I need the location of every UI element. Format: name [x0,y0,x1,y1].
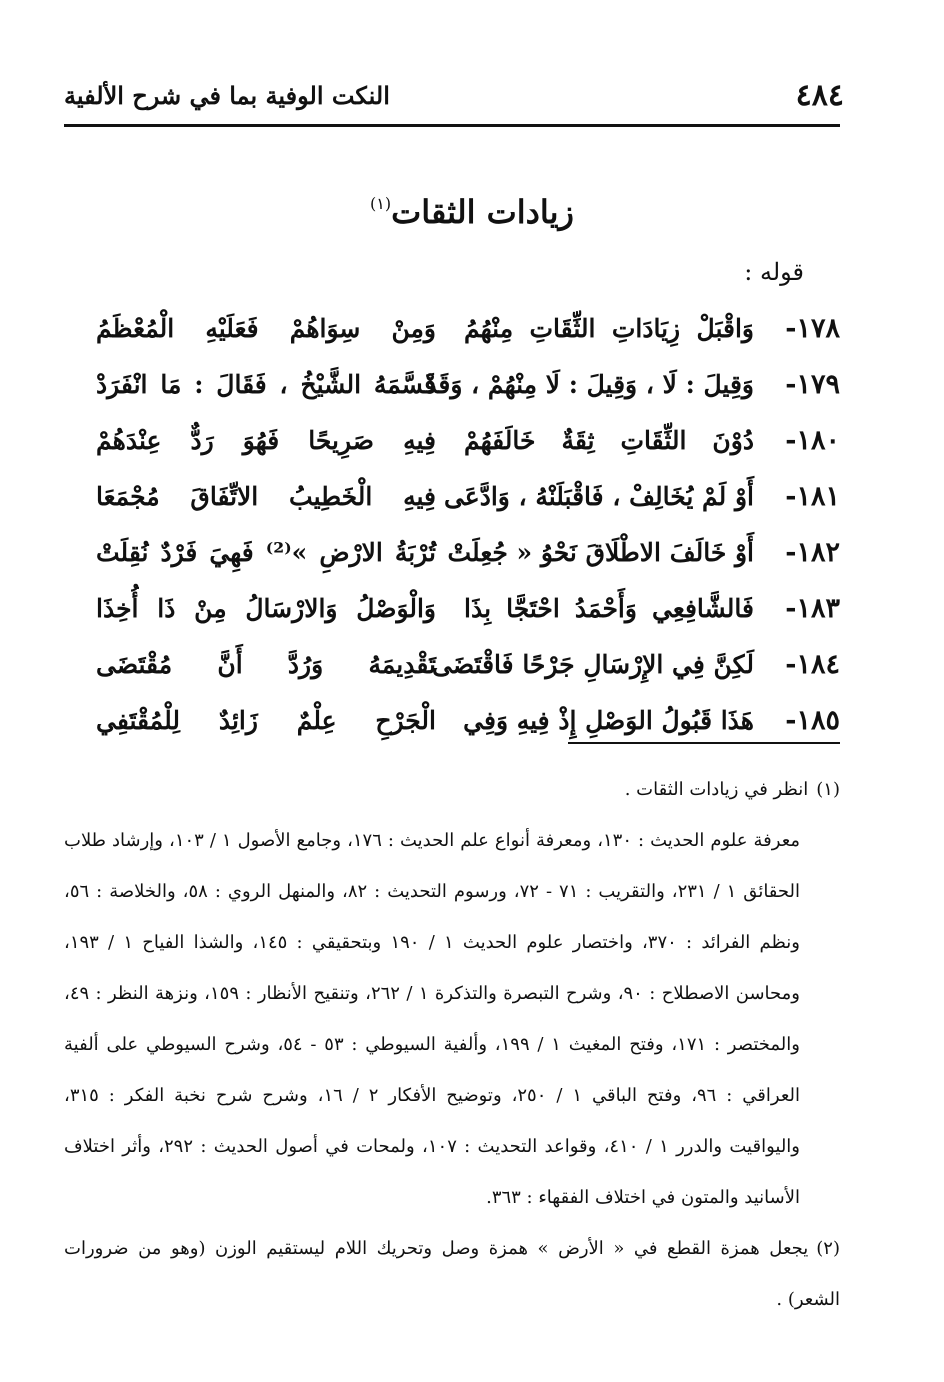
verse-first-hemistich: دُوْنَ الثِّقَاتِ ثِقَةٌ خَالَفَهُمْ [464,425,754,455]
running-head: النكت الوفية بما في شرح الألفية [64,81,390,110]
verse-second-hemistich: وَالْوَصْلُ وَالارْسَالُ مِنْ ذَا أُخِذَا [96,593,436,623]
verse-number: ١٧٨- [785,312,840,344]
verse-second-hemistich: فِيهِ صَرِيحًا فَهُوَ رَدٌّ عِنْدَهُمْ [96,425,436,455]
verse-number: ١٨٠- [785,424,840,456]
verse-number: ١٨٣- [785,592,840,624]
footnote-2 [64,1223,840,1325]
verse-second-hemistich: وَمِنْ سِوَاهُمْ فَعَلَيْهِ الْمُعْظَمُ [96,313,436,343]
verse-184 [96,636,840,692]
verse-first-hemistich: هَذَا قَبُولُ الوَصْلِ إِذْ فِيهِ وَفِي [463,705,754,735]
verse-first-hemistich: وَاقْبَلْ زِيَادَاتِ الثِّقَاتِ مِنْهُمُ [464,313,754,343]
chapter-title-text: زيادات الثقات [391,193,574,231]
verse-first-hemistich: لَكِنَّ فِي الإِرْسَالِ جَرْحًا فَاقْتَضَى [432,649,754,679]
footnote-2-body: يجعل همزة القطع في « الأرض » همزة وصل وتحريك اللام ليستقيم الوزن (وهو من ضرورات الشعر) . [64,1238,840,1310]
chapter-title [0,182,944,234]
verse-180 [96,412,840,468]
verse-182 [96,524,840,580]
intro-text: قوله : [744,258,804,286]
verse-first-hemistich: أَوْ لَمْ يُخَالِفْ ، فَاقْبَلَنْهُ ، وَادَّعَى [443,481,754,511]
verse-number: ١٨٤- [785,648,840,680]
verse-second-hemistich: قَسَّمَهُ الشَّيْخُ ، فَقَالَ : مَا انْفَرَدْ [96,369,436,399]
verse-second-hemistich: الْجَرْحِ عِلْمٌ زَائِدٌ لِلْمُقْتَفِي [96,705,436,735]
footnotes [64,764,840,1325]
verse-178 [96,300,840,356]
verse-block [96,300,840,748]
verse-185 [96,692,840,748]
chapter-footnote-ref: (١) [370,194,392,213]
footnote-1-marker: (١) [816,779,840,800]
footnote-1-heading [64,764,840,815]
verse-first-hemistich: فَالشَّافِعِي وَأَحْمَدُ احْتَجَّا بِذَا [464,593,754,623]
verse-number: ١٨٥- [785,704,840,736]
page-number: ٤٨٤ [795,78,844,113]
verse-second-hemistich: فِيهِ الْخَطِيبُ الاتِّفَاقَ مُجْمَعَا [96,481,436,511]
verse-number: ١٨١- [785,480,840,512]
header-rule [64,124,840,127]
verse-second-hemistich: تَقْدِيمَهُ وَرُدَّ أَنَّ مُقْتَضَى [96,649,436,679]
footnote-rule [568,742,840,744]
footnote-2-marker: (٢) [816,1238,840,1259]
verse-second-hemistich: تُرْبَةُ الارْضِ »⁽²⁾ فَهِيَ فَرْدٌ نُقِلَتْ [96,537,437,567]
verse-181 [96,468,840,524]
verse-first-hemistich: وَقِيلَ : لَا ، وَقِيلَ : لَا مِنْهُمْ ، وَقَدْ [425,369,754,399]
footnote-1-body: معرفة علوم الحديث : ١٣٠، ومعرفة أنواع علم الحديث : ١٧٦، وجامع الأصول ١ / ١٠٣، وإرشاد طلاب الحقائق ١ / ٢٣١، والتقريب : ٧١ - ٧٢، ورسوم التحديث : ٨٢، والمنهل الروي : ٥٨، والخلاصة : ٥٦، ونظم الفرائد : ٣٧٠، واختصار علوم الحديث ١ / ١٩٠ وبتحقيقي : ١٤٥، والشذا الفياح ١ / ١٩٣، ومحاسن الاصطلاح : ٩٠، وشرح التبصرة والتذكرة ١ / ٢٦٢، وتنقيح الأنظار : ١٥٩، ونزهة النظر : ٤٩، والمختصر : ١٧١، وفتح المغيث ١ / ١٩٩، وألفية السيوطي : ٥٣ - ٥٤، وشرح السيوطي على ألفية العراقي : ٩٦، وفتح الباقي ١ / ٢٥٠، وتوضيح الأفكار ٢ / ١٦، وشرح شرح نخبة الفكر : ٣١٥، واليواقيت والدرر ١ / ٤١٠، وقواعد التحديث : ١٠٧، ولمحات في أصول الحديث : ٢٩٢، وأثر اختلاف الأسانيد والمتون في اختلاف الفقهاء : ٣٦٣. [64,830,801,1208]
verse-179 [96,356,840,412]
footnote-1-intro: انظر في زيادات الثقات . [624,779,809,800]
verse-number: ١٧٩- [785,368,840,400]
verse-number: ١٨٢- [785,536,840,568]
verse-first-hemistich: أَوْ خَالَفَ الاطْلَاقَ نَحْوُ « جُعِلَتْ [447,537,754,567]
verse-183 [96,580,840,636]
